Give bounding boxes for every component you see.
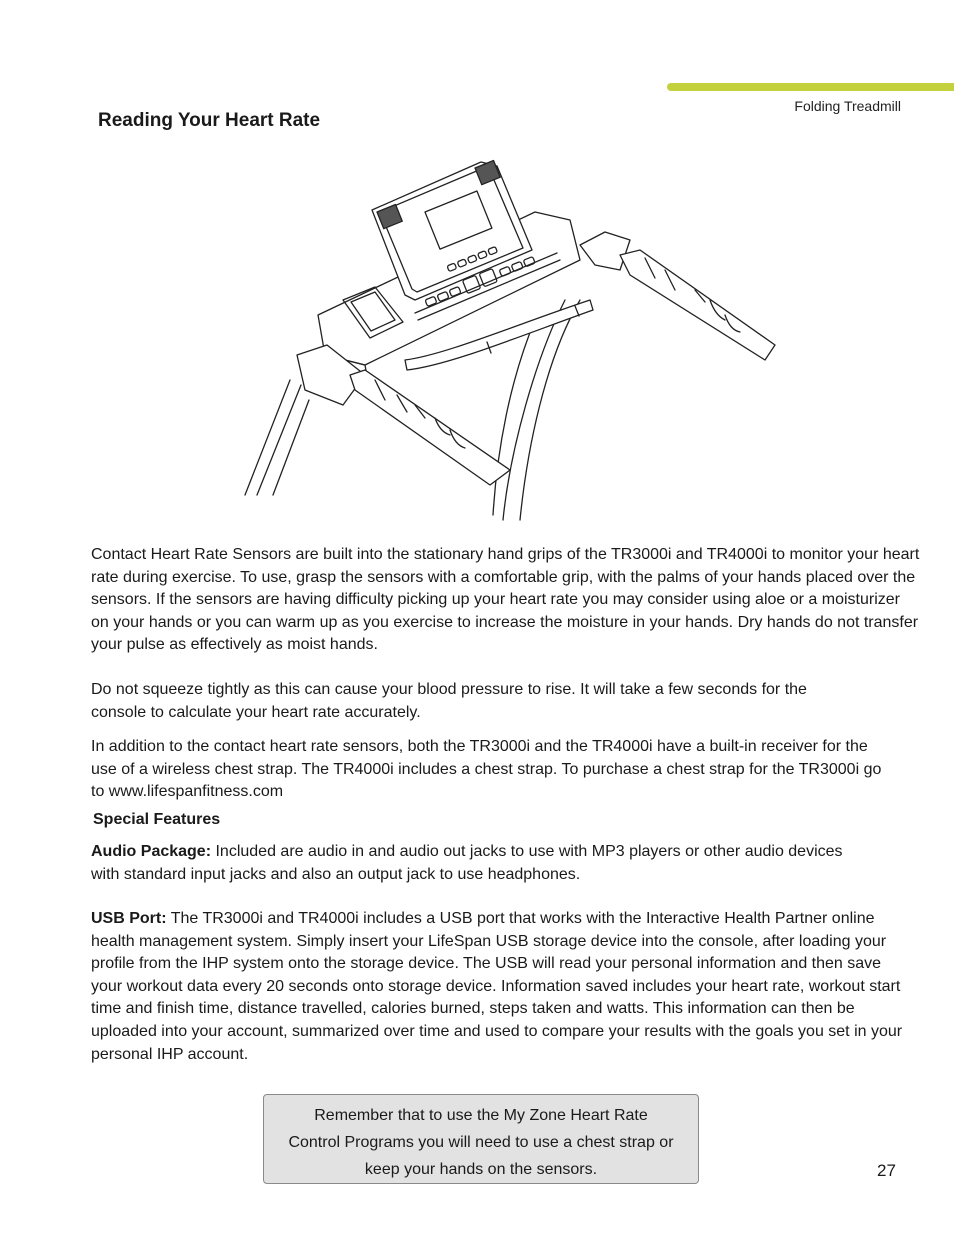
page-number: 27 bbox=[877, 1161, 896, 1180]
usb-port-paragraph bbox=[91, 908, 911, 1066]
chest-strap-paragraph: In addition to the contact heart rate sensors, both the TR3000i and the TR4000i have a built-in receiver for the use of a wireless chest strap. The TR4000i includes a chest strap. To purchase a chest strap for the TR3000i go to www.lifespanfitness.com bbox=[91, 738, 882, 801]
special-features-heading: Special Features bbox=[93, 811, 221, 828]
chest-strap-notice bbox=[263, 1094, 699, 1184]
usb-port-text: The TR3000i and TR4000i includes a USB port that works with the Interactive Health Partner online health management system. Simply insert your LifeSpan USB storage device into the console, after loading your profile from the IHP system onto the storage device. The USB will read your personal information and then save your workout data every 20 seconds onto storage device. Information saved includes your heart rate, workout start time and finish time, distance travelled, calories burned, steps taken and watts. This information can then be uploaded into your account, summarized over time and used to compare your results with the goals you set in your personal IHP account. bbox=[91, 910, 903, 1063]
notice-line-2: Control Programs you will need to use a chest strap or bbox=[288, 1134, 674, 1151]
contact-sensors-paragraph: Contact Heart Rate Sensors are built into the stationary hand grips of the TR3000i and TR4000i to monitor your heart rate during exercise. To use, grasp the sensors with a comfortable grip, with the palms of your hands placed over the sensors. If the sensors are having difficulty picking up your heart rate you may consider using aloe or a moisturizer on your hands or you can warm up as you exercise to increase the moisture in your hands. Dry hands do not transfer your pulse as effectively as moist hands. bbox=[91, 546, 920, 654]
notice-line-1: Remember that to use the My Zone Heart Rate bbox=[314, 1107, 648, 1124]
audio-package-label: Audio Package: bbox=[91, 843, 212, 860]
treadmill-console-icon bbox=[235, 150, 795, 525]
usb-port-label: USB Port: bbox=[91, 910, 167, 927]
audio-package-paragraph bbox=[91, 841, 851, 886]
notice-line-3: keep your hands on the sensors. bbox=[364, 1161, 598, 1178]
header-accent-bar bbox=[667, 83, 954, 91]
audio-package-text: Included are audio in and audio out jacks to use with MP3 players or other audio devices with standard input jacks and also an output jack to use headphones. bbox=[91, 843, 843, 883]
running-head: Folding Treadmill bbox=[794, 98, 901, 114]
page-title: Reading Your Heart Rate bbox=[98, 110, 321, 131]
squeeze-warning-paragraph: Do not squeeze tightly as this can cause your blood pressure to rise. It will take a few seconds for the console to calculate your heart rate accurately. bbox=[91, 681, 807, 721]
